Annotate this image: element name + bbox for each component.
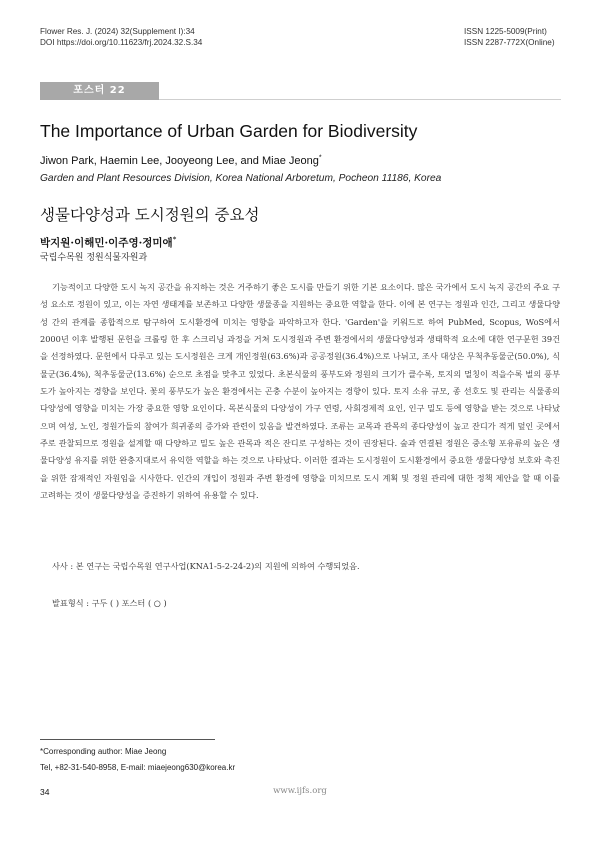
footnote-rule	[40, 739, 215, 740]
footnote	[40, 744, 235, 776]
abstract-body: 기능적이고 다양한 도시 녹지 공간을 유지하는 것은 거주하기 좋은 도시를 만들기 위한 기본 요소이다. 많은 국가에서 도시 녹지 공간의 주요 구성 요소로 정원이 있고, 이는 자연 생태계를 보존하고 다양한 생물종을 지원하는 중요한 역할을 한다. 이에 본 연구는 정원과 인간, 그리고 생물다양성 간의 관계를 종합적으로 탐구하여 도시환경에 미치는 영향을 파악하고자 한다. 'Garden'을 키워드로 하여 PubMed, Scopus, WoS에서 2000년 이후 발행된 문헌을 크롤링 한 후 스크리닝 과정을 거쳐 도시정원과 주변 환경에서의 생물다양성과 생태학적 요소에 대한 연구문헌 39건을 선정하였다. 문헌에서 다루고 있는 도시정원은 크게 개인정원(63.6%)과 공공정원(36.4%)으로 나뉘고, 조사 대상은 무척추동물군(50.0%), 식물군(36.4%), 척추동물군(13.6%) 순으로 초점을 맞추고 있었다. 초본식물의 풍부도와 정원의 크기가 클수록, 토지의 멀칭이 적을수록 벌의 풍부도가 높아지는 경향을 보인다. 꽃의 풍부도가 높은 환경에서는 곤충 수분이 높아지는 경향이 있다. 토지 소유 규모, 종 선호도 및 관리는 식물종의 다양성에 영향을 미치는 가장 중요한 영향 요인이다. 목본식물의 다양성이 가구 연령, 사회경제적 요인, 인구 밀도 등에 영향을 받는 것으로 나타났으며 여성, 노인, 정원가들의 참여가 희귀종의 증가와 관련이 있음을 발견하였다. 조류는 교목과 관목의 종다양성이 높고 잔디가 적게 덮인 곳에서 주로 관찰되므로 정원을 설계할 때 다양하고 밀도 높은 관목과 적은 잔디로 구성하는 것이 권장된다. 숲과 연결된 정원은 중소형 포유류의 높은 생물다양성 유지를 위한 완충지대로서 유익한 역할을 하는 것으로 나타났다. 이러한 결과는 도시정원이 도시환경에서 중요한 생물다양성 보호와 촉진을 위한 잠재적인 자원임을 시사한다. 인간의 개입이 정원과 주변 환경에 영향을 미치므로 도시 계획 및 정원 관리에 대한 정책 제안을 할 때 이를 고려하는 것이 생물다양성을 증진하기 위하여 유용할 수 있다.	[40, 282, 560, 501]
english-author-names: Jiwon Park, Haemin Lee, Jooyeong Lee, and Miae Jeong	[40, 155, 319, 167]
corresponding-author: *Corresponding author: Miae Jeong	[40, 747, 167, 756]
english-authors	[40, 155, 322, 167]
page-number: 34	[40, 787, 50, 797]
issn-print: ISSN 1225-5009(Print)	[464, 27, 547, 36]
korean-author-names: 박지원·이해민·이주영·정미애	[40, 237, 173, 249]
journal-website: www.ijfs.org	[273, 786, 327, 796]
issn-online: ISSN 2287-772X(Online)	[464, 38, 555, 47]
english-title: The Importance of Urban Garden for Biodiversity	[40, 121, 418, 141]
acknowledgement: 사사 : 본 연구는 국립수목원 연구사업(KNA1-5-2-24-2)의 지원에 의하여 수행되었음.	[52, 561, 360, 571]
korean-corresponding-mark: *	[172, 235, 177, 244]
issn-block	[464, 26, 555, 48]
korean-authors	[40, 235, 176, 250]
journal-header	[40, 26, 202, 48]
korean-affiliation: 국립수목원 정원식물자원과	[40, 253, 148, 263]
doi-line: DOI https://doi.org/10.11623/frj.2024.32.S.34	[40, 38, 203, 47]
journal-citation: Flower Res. J. (2024) 32(Supplement I):34	[40, 27, 195, 36]
corresponding-mark: *	[318, 153, 322, 162]
korean-title: 생물다양성과 도시정원의 중요성	[40, 206, 260, 224]
contact-info: Tel, +82-31-540-8958, E-mail: miaejeong630@korea.kr	[40, 763, 236, 772]
header-rule	[159, 99, 561, 100]
poster-banner: 포스터 22	[40, 82, 159, 100]
english-affiliation: Garden and Plant Resources Division, Korea National Arboretum, Pocheon 11186, Korea	[40, 173, 442, 184]
presentation-format: 발표형식 : 구두 ( ) 포스터 ( ○ )	[52, 598, 167, 608]
